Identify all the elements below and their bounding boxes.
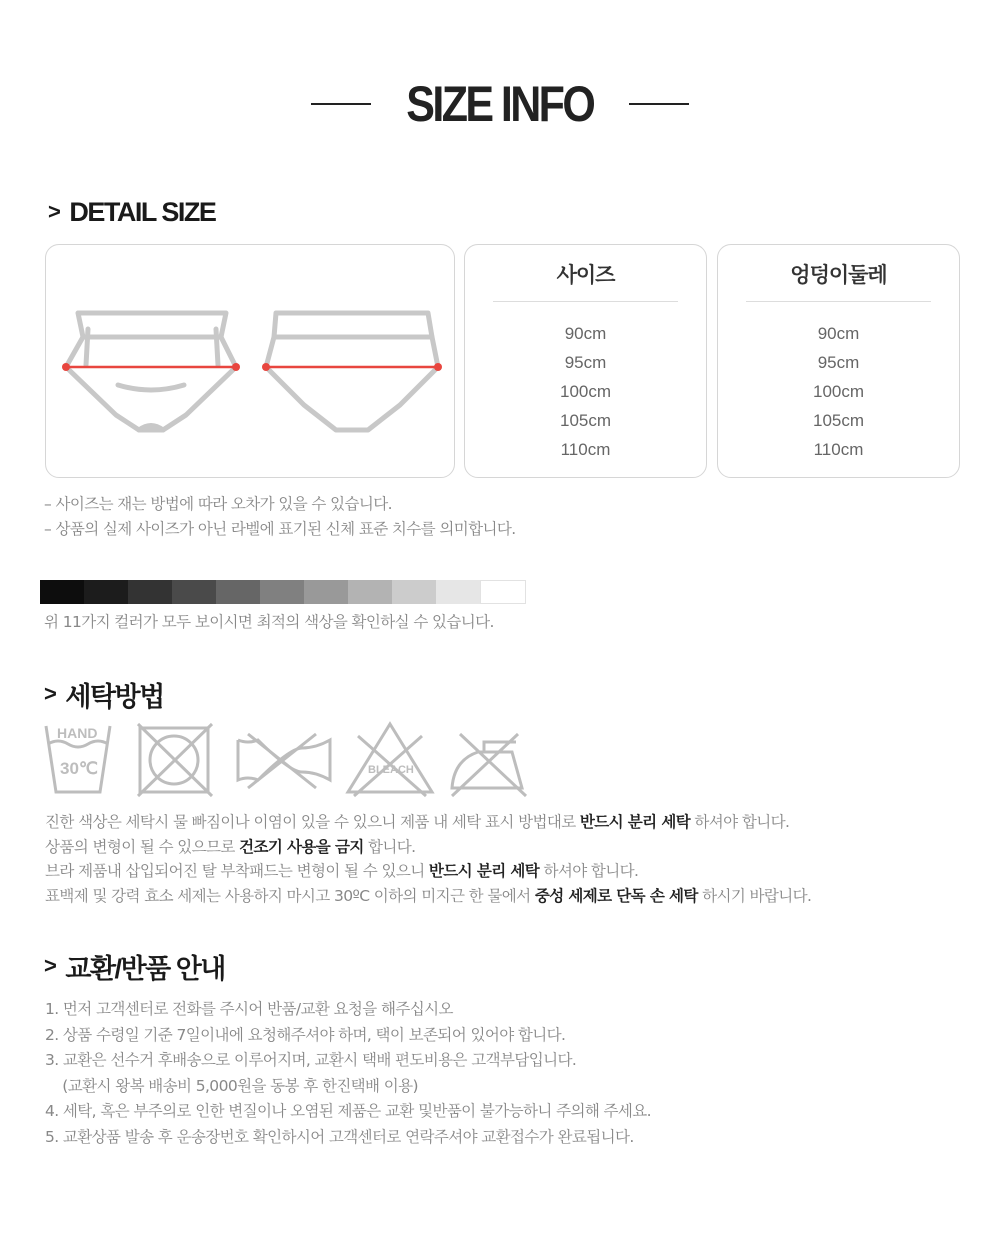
color-swatch — [304, 580, 348, 604]
measurement-illustration-box — [45, 244, 455, 478]
color-swatch — [392, 580, 436, 604]
exchange-item: 1. 먼저 고객센터로 전화를 주시어 반품/교환 요청을 해주십시오 — [45, 1000, 453, 1018]
hip-measure-lines — [62, 363, 442, 371]
detail-size-heading-text: DETAIL SIZE — [69, 196, 216, 227]
no-iron-icon — [452, 734, 526, 796]
size-value: 105cm — [559, 411, 612, 430]
wash-line: 상품의 변형이 될 수 있으므로 건조기 사용을 금지 합니다. — [45, 837, 416, 856]
size-notes — [44, 492, 516, 542]
panty-measurement-illustration — [46, 245, 456, 479]
no-bleach-icon — [348, 724, 432, 796]
size-value: 100cm — [559, 382, 612, 401]
color-swatch — [348, 580, 392, 604]
wash-line: 표백제 및 강력 효소 세제는 사용하지 마시고 30ºC 이하의 미지근 한 물에서 중성 세제로 단독 손 세탁 하시기 바랍니다. — [45, 886, 812, 905]
chevron-right-icon: > — [48, 199, 60, 224]
page-title-row — [0, 72, 1000, 136]
exchange-item: 3. 교환은 선수거 후배송으로 이루어지며, 교환시 택배 편도비용은 고객부담입니다. — [45, 1051, 577, 1070]
wash-heading-text: 세탁방법 — [65, 681, 164, 712]
hip-value: 90cm — [817, 324, 860, 343]
chevron-right-icon: > — [44, 953, 56, 978]
back-panty-outline — [266, 313, 438, 430]
exchange-heading — [44, 948, 225, 984]
hip-column-divider — [746, 301, 931, 302]
wash-care-icons — [40, 718, 540, 800]
size-column-divider — [493, 301, 678, 302]
exchange-list — [45, 997, 651, 1151]
color-swatch — [128, 580, 172, 604]
size-note: – 사이즈는 재는 방법에 따라 오차가 있을 수 있습니다. — [44, 495, 392, 513]
color-calibration-strip — [40, 580, 526, 604]
wash-instructions — [45, 810, 811, 908]
title-left-rule — [311, 103, 371, 105]
color-swatch — [40, 580, 84, 604]
size-list — [465, 319, 706, 464]
size-column-box — [464, 244, 707, 478]
bleach-label: BLEACH — [368, 764, 414, 776]
hand-wash-30c-icon — [46, 725, 110, 792]
temp-label: 30℃ — [60, 759, 99, 778]
size-note: – 상품의 실제 사이즈가 아닌 라벨에 표기된 신체 표준 치수를 의미합니다. — [44, 520, 516, 538]
exchange-item: 2. 상품 수령일 기준 7일이내에 요청해주셔야 하며, 택이 보존되어 있어야 합니다. — [45, 1025, 566, 1044]
wash-heading — [44, 676, 164, 712]
size-value: 110cm — [560, 440, 611, 459]
color-swatch — [436, 580, 480, 604]
size-column-header: 사이즈 — [556, 263, 615, 287]
hip-value: 100cm — [812, 382, 865, 401]
front-panty-outline — [66, 313, 236, 430]
chevron-right-icon: > — [44, 681, 56, 706]
hip-column-box — [717, 244, 960, 478]
detail-size-heading — [48, 194, 215, 230]
color-swatch — [260, 580, 304, 604]
color-swatch — [216, 580, 260, 604]
exchange-heading-text: 교환/반품 안내 — [65, 953, 225, 984]
size-value: 90cm — [564, 324, 607, 343]
color-swatch — [172, 580, 216, 604]
exchange-item: 4. 세탁, 혹은 부주의로 인한 변질이나 오염된 제품은 교환 및반품이 불가능하니 주의해 주세요. — [45, 1102, 651, 1121]
hip-value: 105cm — [812, 411, 865, 430]
hand-label: HAND — [57, 725, 98, 741]
hip-value: 95cm — [817, 353, 860, 372]
title-right-rule — [629, 103, 689, 105]
page-title: SIZE INFO — [406, 76, 594, 132]
exchange-item: 5. 교환상품 발송 후 운송장번호 확인하시어 고객센터로 연락주셔야 교환접수가 완료됩니다. — [45, 1127, 634, 1146]
calibration-caption: 위 11가지 컬러가 모두 보이시면 최적의 색상을 확인하실 수 있습니다. — [44, 613, 494, 631]
hip-column-header: 엉덩이둘레 — [790, 263, 887, 287]
no-tumble-dry-icon — [138, 724, 212, 796]
no-wring-icon — [238, 734, 330, 788]
exchange-item: (교환시 왕복 배송비 5,000원을 동봉 후 한진택배 이용) — [45, 1076, 418, 1095]
wash-line: 브라 제품내 삽입되어진 탈 부착패드는 변형이 될 수 있으니 반드시 분리 세탁 하셔야 합니다. — [45, 862, 639, 880]
size-value: 95cm — [564, 353, 607, 372]
hip-list — [718, 319, 959, 464]
color-swatch — [84, 580, 128, 604]
hip-value: 110cm — [813, 440, 864, 459]
wash-line: 진한 색상은 세탁시 물 빠짐이나 이염이 있을 수 있으니 제품 내 세탁 표시 방법대로 반드시 분리 세탁 하셔야 합니다. — [45, 813, 790, 831]
color-swatch — [480, 580, 526, 604]
